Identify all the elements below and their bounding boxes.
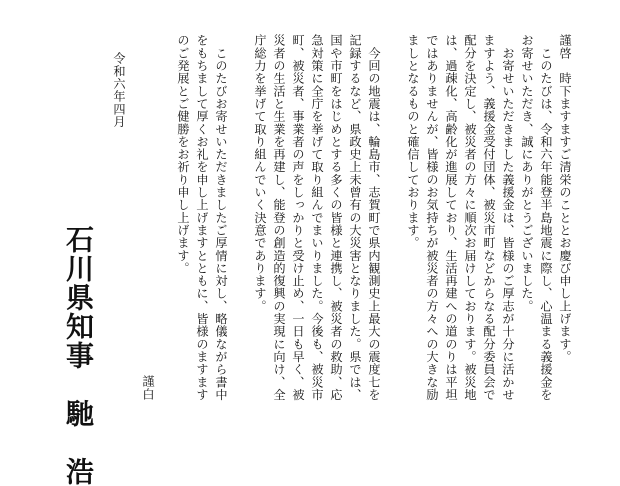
letter-line-19: のご発展とご健勝をお祈り申し上げます。 xyxy=(176,34,190,275)
letter-line-3: お寄せいただき、誠にありがとうございました。 xyxy=(520,34,534,313)
letter-line-13: 急対策に全庁を挙げて取り組んでまいりました。今後も、被災市 xyxy=(310,34,324,401)
letter-line-4: お寄せいただきました義援金は、皆様のご厚志が十分に活かせ xyxy=(501,34,515,401)
letter-line-1: 謹啓 時下ますますご清栄のこととお慶び申し上げます。 xyxy=(558,34,572,363)
letter-line-15: 災者の生活と生業を再建し、能登の創造的復興の実現に向け、全 xyxy=(272,34,286,401)
letter-line-2: このたびは、令和六年能登半島地震に際し、心温まる義援金を xyxy=(539,34,553,401)
letter-line-17: このたびお寄せいただきましたご厚情に対し、略儀ながら書中 xyxy=(214,34,228,401)
signature: 石川県知事 馳 浩 xyxy=(62,225,95,486)
letter-line-9: ましとなるものと確信しております。 xyxy=(406,34,420,250)
letter-line-10: 今回の地震は、輪島市、志賀町で県内観測史上最大の震度七を xyxy=(367,34,381,401)
letter-line-11: 記録するなど、県政史上未曾有の大災害となりました。県では、 xyxy=(348,34,362,401)
closing-word: 謹白 xyxy=(141,375,155,401)
letter-line-7: は、過疎化、高齢化が進展しており、生活再建への道のりは平坦 xyxy=(444,34,458,401)
letter-line-16: 庁総力を挙げて取り組んでいく決意であります。 xyxy=(253,34,267,313)
letter-date: 令和六年四月 xyxy=(112,52,126,128)
letter-line-12: 国や市町をはじめとする多くの皆様と連携し、被災者の救助、応 xyxy=(329,34,343,401)
letter-line-8: ではありませんが、皆様のお気持ちが被災者の方々への大きな励 xyxy=(425,34,439,401)
letter-line-6: 配分を決定し、被災者の方々に順次お届けしております。被災地 xyxy=(463,34,477,401)
letter-line-5: ますよう、義援金受付団体、被災市町などからなる配分委員会で xyxy=(482,34,496,401)
letter-line-14: 町、被災者、事業者の声をしっかりと受け止め、一日も早く、被 xyxy=(291,34,305,401)
letter-line-18: をもちまして厚くお礼を申し上げますとともに、皆様のますます xyxy=(195,34,209,401)
